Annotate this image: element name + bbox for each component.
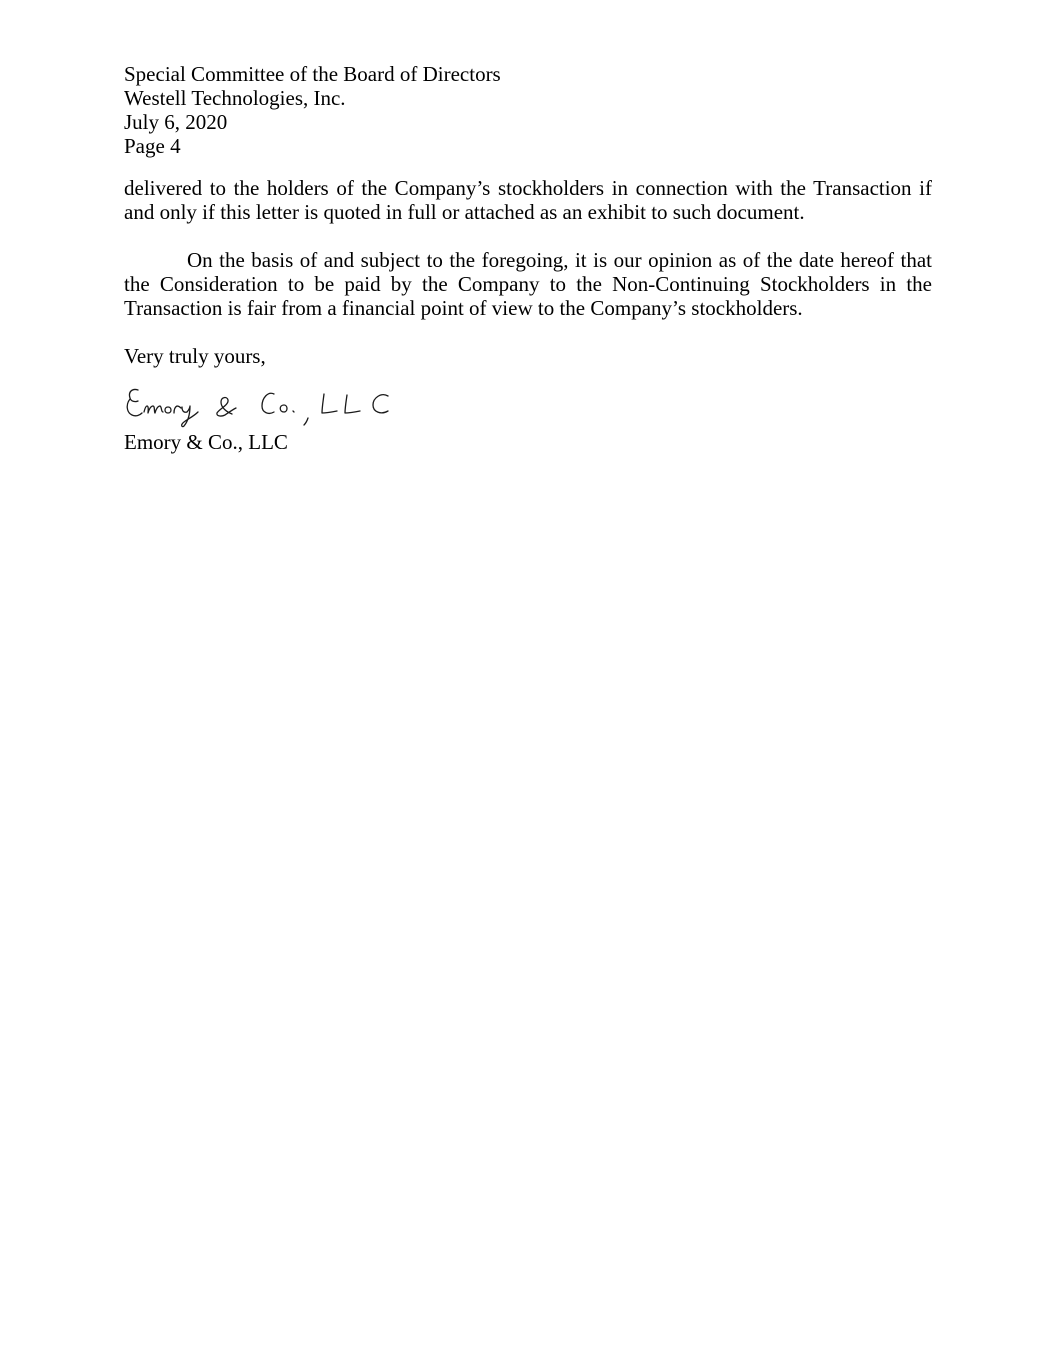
company-line: Westell Technologies, Inc. — [124, 86, 346, 110]
handwritten-signature — [124, 378, 399, 428]
letter-content — [124, 62, 932, 454]
continuation-paragraph: delivered to the holders of the Company’s stockholders in connection with the Transaction if and only if this letter is quoted in full or attached as an exhibit to such document. — [124, 176, 932, 224]
letter-header — [124, 62, 932, 158]
recipient-line: Special Committee of the Board of Directors — [124, 62, 501, 86]
signer-name: Emory & Co., LLC — [124, 430, 288, 454]
opinion-paragraph: On the basis of and subject to the foregoing, it is our opinion as of the date hereof that the Consideration to be paid by the Company to the Non-Continuing Stockholders in the Transaction is fair from a financial point of view to the Company’s stockholders. — [124, 248, 932, 320]
closing-salutation: Very truly yours, — [124, 344, 266, 368]
page-number: Page 4 — [124, 134, 181, 158]
date-line: July 6, 2020 — [124, 110, 228, 134]
